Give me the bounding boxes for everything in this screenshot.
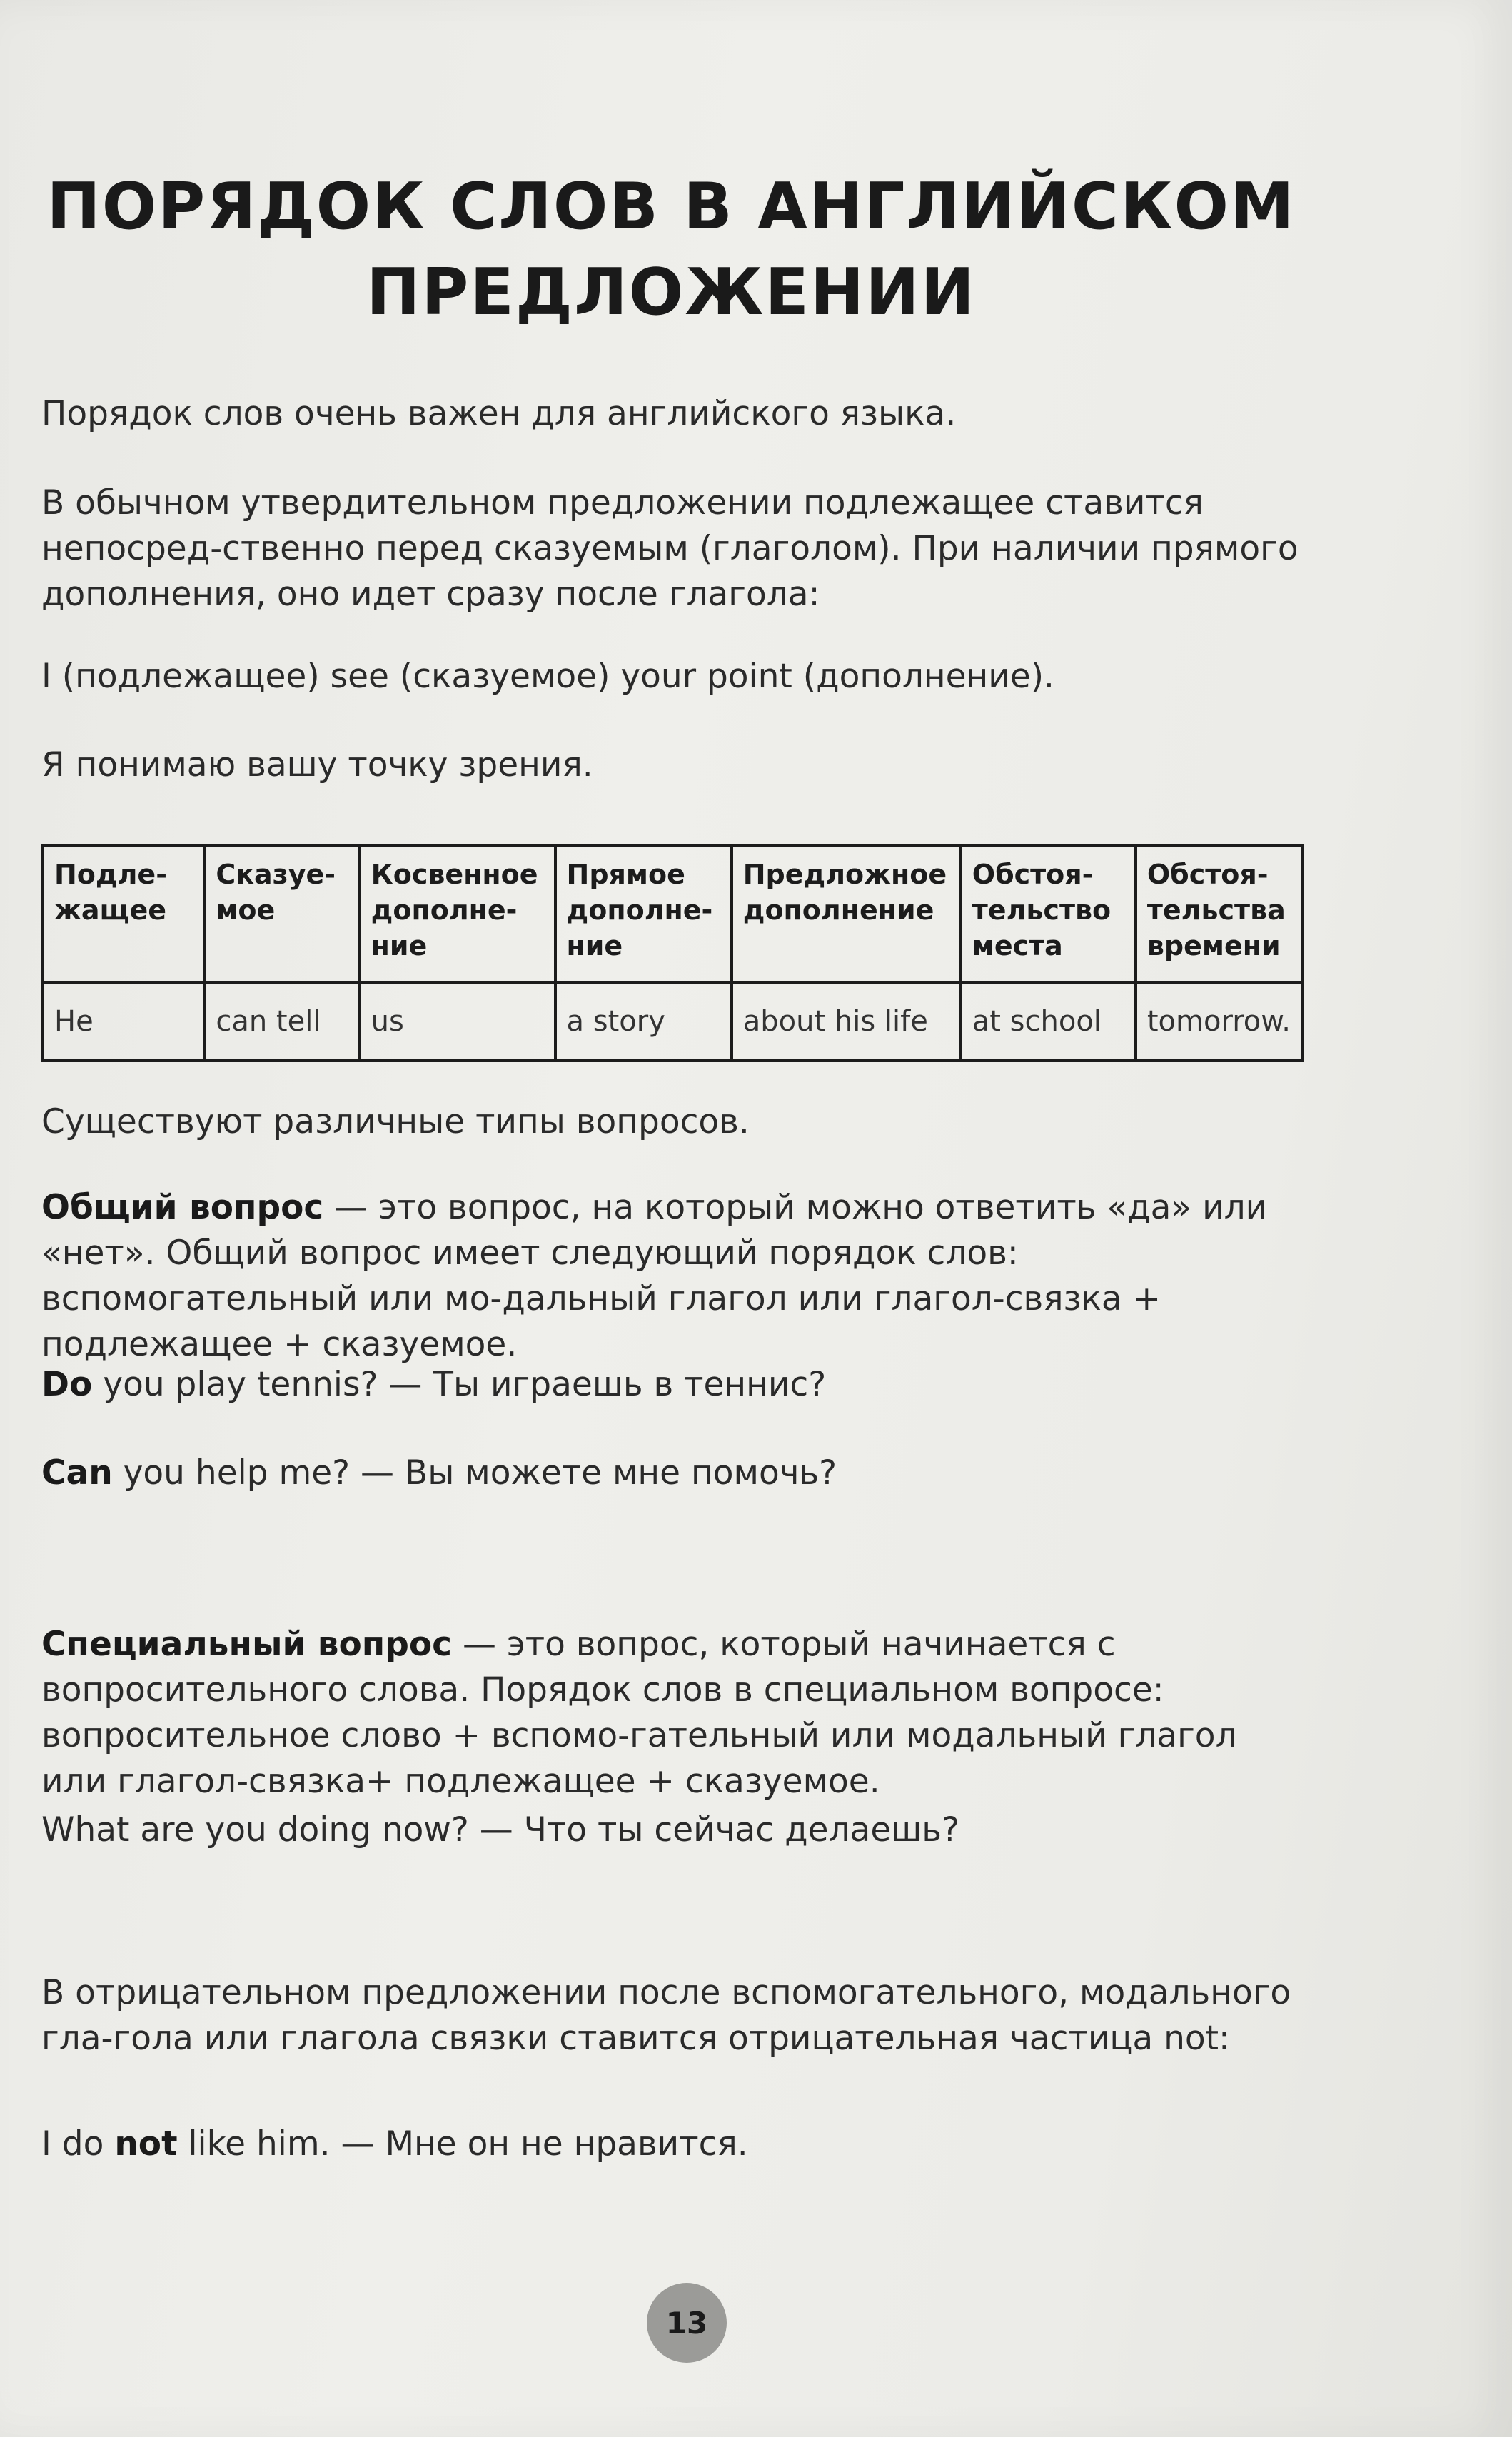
- special-question-paragraph: [41, 1622, 1312, 1805]
- special-question-rule: — это вопрос, который начинается с вопросительного слова. Порядок слов в специальном вопросе: вопросительное слово + вспомо-гательный или модальный глагол или глагол-связка+ подлежащее + сказуемое.: [41, 1625, 1237, 1801]
- intro-paragraph: Порядок слов очень важен для английского языка.: [41, 394, 957, 433]
- negative-rule-paragraph: В отрицательном предложении после вспомогательного, модального гла-гола или глагола связки ставится отрицательная частица not:: [41, 1973, 1291, 2058]
- general-question-term: Общий вопрос: [41, 1188, 324, 1227]
- page-number: 13: [665, 2305, 708, 2341]
- cell-prepositional-object: about his life: [732, 982, 961, 1061]
- negative-example: [41, 2121, 1312, 2167]
- example-1-bold: Do: [41, 1365, 93, 1404]
- table-header-row: [43, 845, 1302, 982]
- example-4-bold: not: [114, 2124, 178, 2164]
- cell-place-adverbial: at school: [961, 982, 1136, 1061]
- header-indirect-object: Косвенное дополне-ние: [360, 845, 555, 982]
- sentence-order-table: [41, 844, 1304, 1062]
- header-time-adverbial: Обстоя-тельства времени: [1136, 845, 1302, 982]
- page-number-badge: [647, 2283, 727, 2363]
- example-2-bold: Can: [41, 1453, 113, 1493]
- header-prepositional-object: Предложное дополнение: [732, 845, 961, 982]
- header-place-adverbial: Обстоя-тельство места: [961, 845, 1136, 982]
- question-types-paragraph: Существуют различные типы вопросов.: [41, 1102, 750, 1141]
- general-question-rule: — это вопрос, на который можно ответить «да» или «нет». Общий вопрос имеет следующий порядок слов: вспомогательный или мо-дальный глагол или глагол-связка + подлежащее + сказуемое.: [41, 1188, 1268, 1364]
- header-subject: Подле-жащее: [43, 845, 204, 982]
- special-example: What are you doing now? — Что ты сейчас делаешь?: [41, 1810, 959, 1850]
- title-line-1: ПОРЯДОК СЛОВ В АНГЛИЙСКОМ: [46, 169, 1296, 244]
- general-example-2: [41, 1450, 1312, 1496]
- title-line-2: ПРЕДЛОЖЕНИИ: [366, 255, 976, 330]
- cell-predicate: can tell: [204, 982, 359, 1061]
- cell-indirect-object: us: [360, 982, 555, 1061]
- example-4-start: I do: [41, 2124, 115, 2164]
- special-question-term: Специальный вопрос: [41, 1625, 453, 1664]
- table-row: [43, 982, 1302, 1061]
- statement-rule-paragraph: В обычном утвердительном предложении подлежащее ставится непосред-ственно перед сказуемым (глаголом). При наличии прямого дополнения, оно идет сразу после глагола:: [41, 483, 1299, 614]
- example-russian: Я понимаю вашу точку зрения.: [41, 745, 593, 784]
- example-english: I (подлежащее) see (сказуемое) your point (дополнение).: [41, 657, 1054, 696]
- cell-time-adverbial: tomorrow.: [1136, 982, 1302, 1061]
- general-question-paragraph: [41, 1185, 1312, 1368]
- general-example-1: [41, 1362, 1312, 1408]
- cell-subject: He: [43, 982, 204, 1061]
- example-1-rest: you play tennis? — Ты играешь в теннис?: [92, 1365, 827, 1404]
- example-2-rest: you help me? — Вы можете мне помочь?: [112, 1453, 837, 1493]
- page-title: [0, 164, 1342, 335]
- header-predicate: Сказуе-мое: [204, 845, 359, 982]
- example-4-rest: like him. — Мне он не нравится.: [177, 2124, 748, 2164]
- cell-direct-object: a story: [555, 982, 732, 1061]
- header-direct-object: Прямое дополне-ние: [555, 845, 732, 982]
